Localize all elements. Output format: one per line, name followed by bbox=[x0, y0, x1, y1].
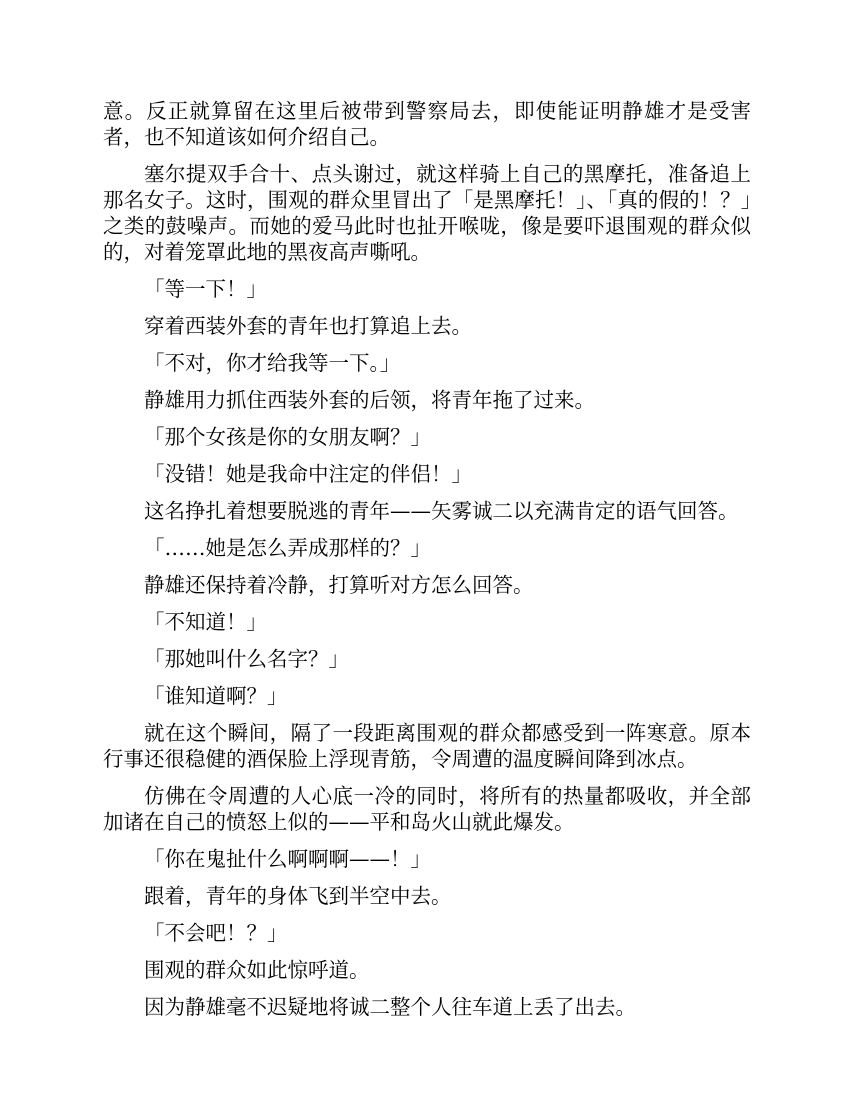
paragraph-2: 塞尔提双手合十、点头谢过，就这样骑上自己的黑摩托，准备追上那名女子。这时，围观的群众里冒出了「是黑摩托！」、「真的假的！？」之类的鼓噪声。而她的爱马此时也扯开喉咙，像是要吓退围观的群众似的，对着笼罩此地的黑夜高声嘶吼。 bbox=[103, 162, 751, 264]
paragraph-21: 因为静雄毫不迟疑地将诚二整个人往车道上丢了出去。 bbox=[144, 995, 636, 1019]
paragraph-12: 「不知道！」 bbox=[144, 610, 267, 634]
paragraph-1: 意。反正就算留在这里后被带到警察局去，即使能证明静雄才是受害者，也不知道该如何介绍自己。 bbox=[103, 99, 751, 149]
paragraph-19: 「不会吧！？」 bbox=[144, 921, 288, 945]
paragraph-9: 这名挣扎着想要脱逃的青年——矢雾诚二以充满肯定的语气回答。 bbox=[144, 499, 739, 523]
document-page bbox=[103, 98, 751, 1031]
paragraph-6: 静雄用力抓住西装外套的后领，将青年拖了过来。 bbox=[144, 388, 595, 412]
paragraph-20: 围观的群众如此惊呼道。 bbox=[144, 958, 370, 982]
paragraph-13: 「那她叫什么名字？」 bbox=[144, 647, 349, 671]
paragraph-8: 「没错！她是我命中注定的伴侣！」 bbox=[144, 462, 472, 486]
paragraph-3: 「等一下！」 bbox=[144, 277, 267, 301]
paragraph-15: 就在这个瞬间，隔了一段距离围观的群众都感受到一阵寒意。原本行事还很稳健的酒保脸上浮现青筋，令周遭的温度瞬间降到冰点。 bbox=[103, 721, 751, 771]
paragraph-11: 静雄还保持着冷静，打算听对方怎么回答。 bbox=[144, 573, 534, 597]
paragraph-4: 穿着西装外套的青年也打算追上去。 bbox=[144, 314, 472, 338]
paragraph-10: 「……她是怎么弄成那样的？」 bbox=[144, 536, 431, 560]
paragraph-17: 「你在鬼扯什么啊啊啊——！」 bbox=[144, 847, 431, 871]
paragraph-18: 跟着，青年的身体飞到半空中去。 bbox=[144, 884, 452, 908]
paragraph-16: 仿佛在令周遭的人心底一冷的同时，将所有的热量都吸收，并全部加诸在自己的愤怒上似的——平和岛火山就此爆发。 bbox=[103, 784, 751, 834]
paragraph-14: 「谁知道啊？」 bbox=[144, 684, 288, 708]
paragraph-7: 「那个女孩是你的女朋友啊？」 bbox=[144, 425, 431, 449]
paragraph-5: 「不对，你才给我等一下。」 bbox=[144, 351, 401, 375]
